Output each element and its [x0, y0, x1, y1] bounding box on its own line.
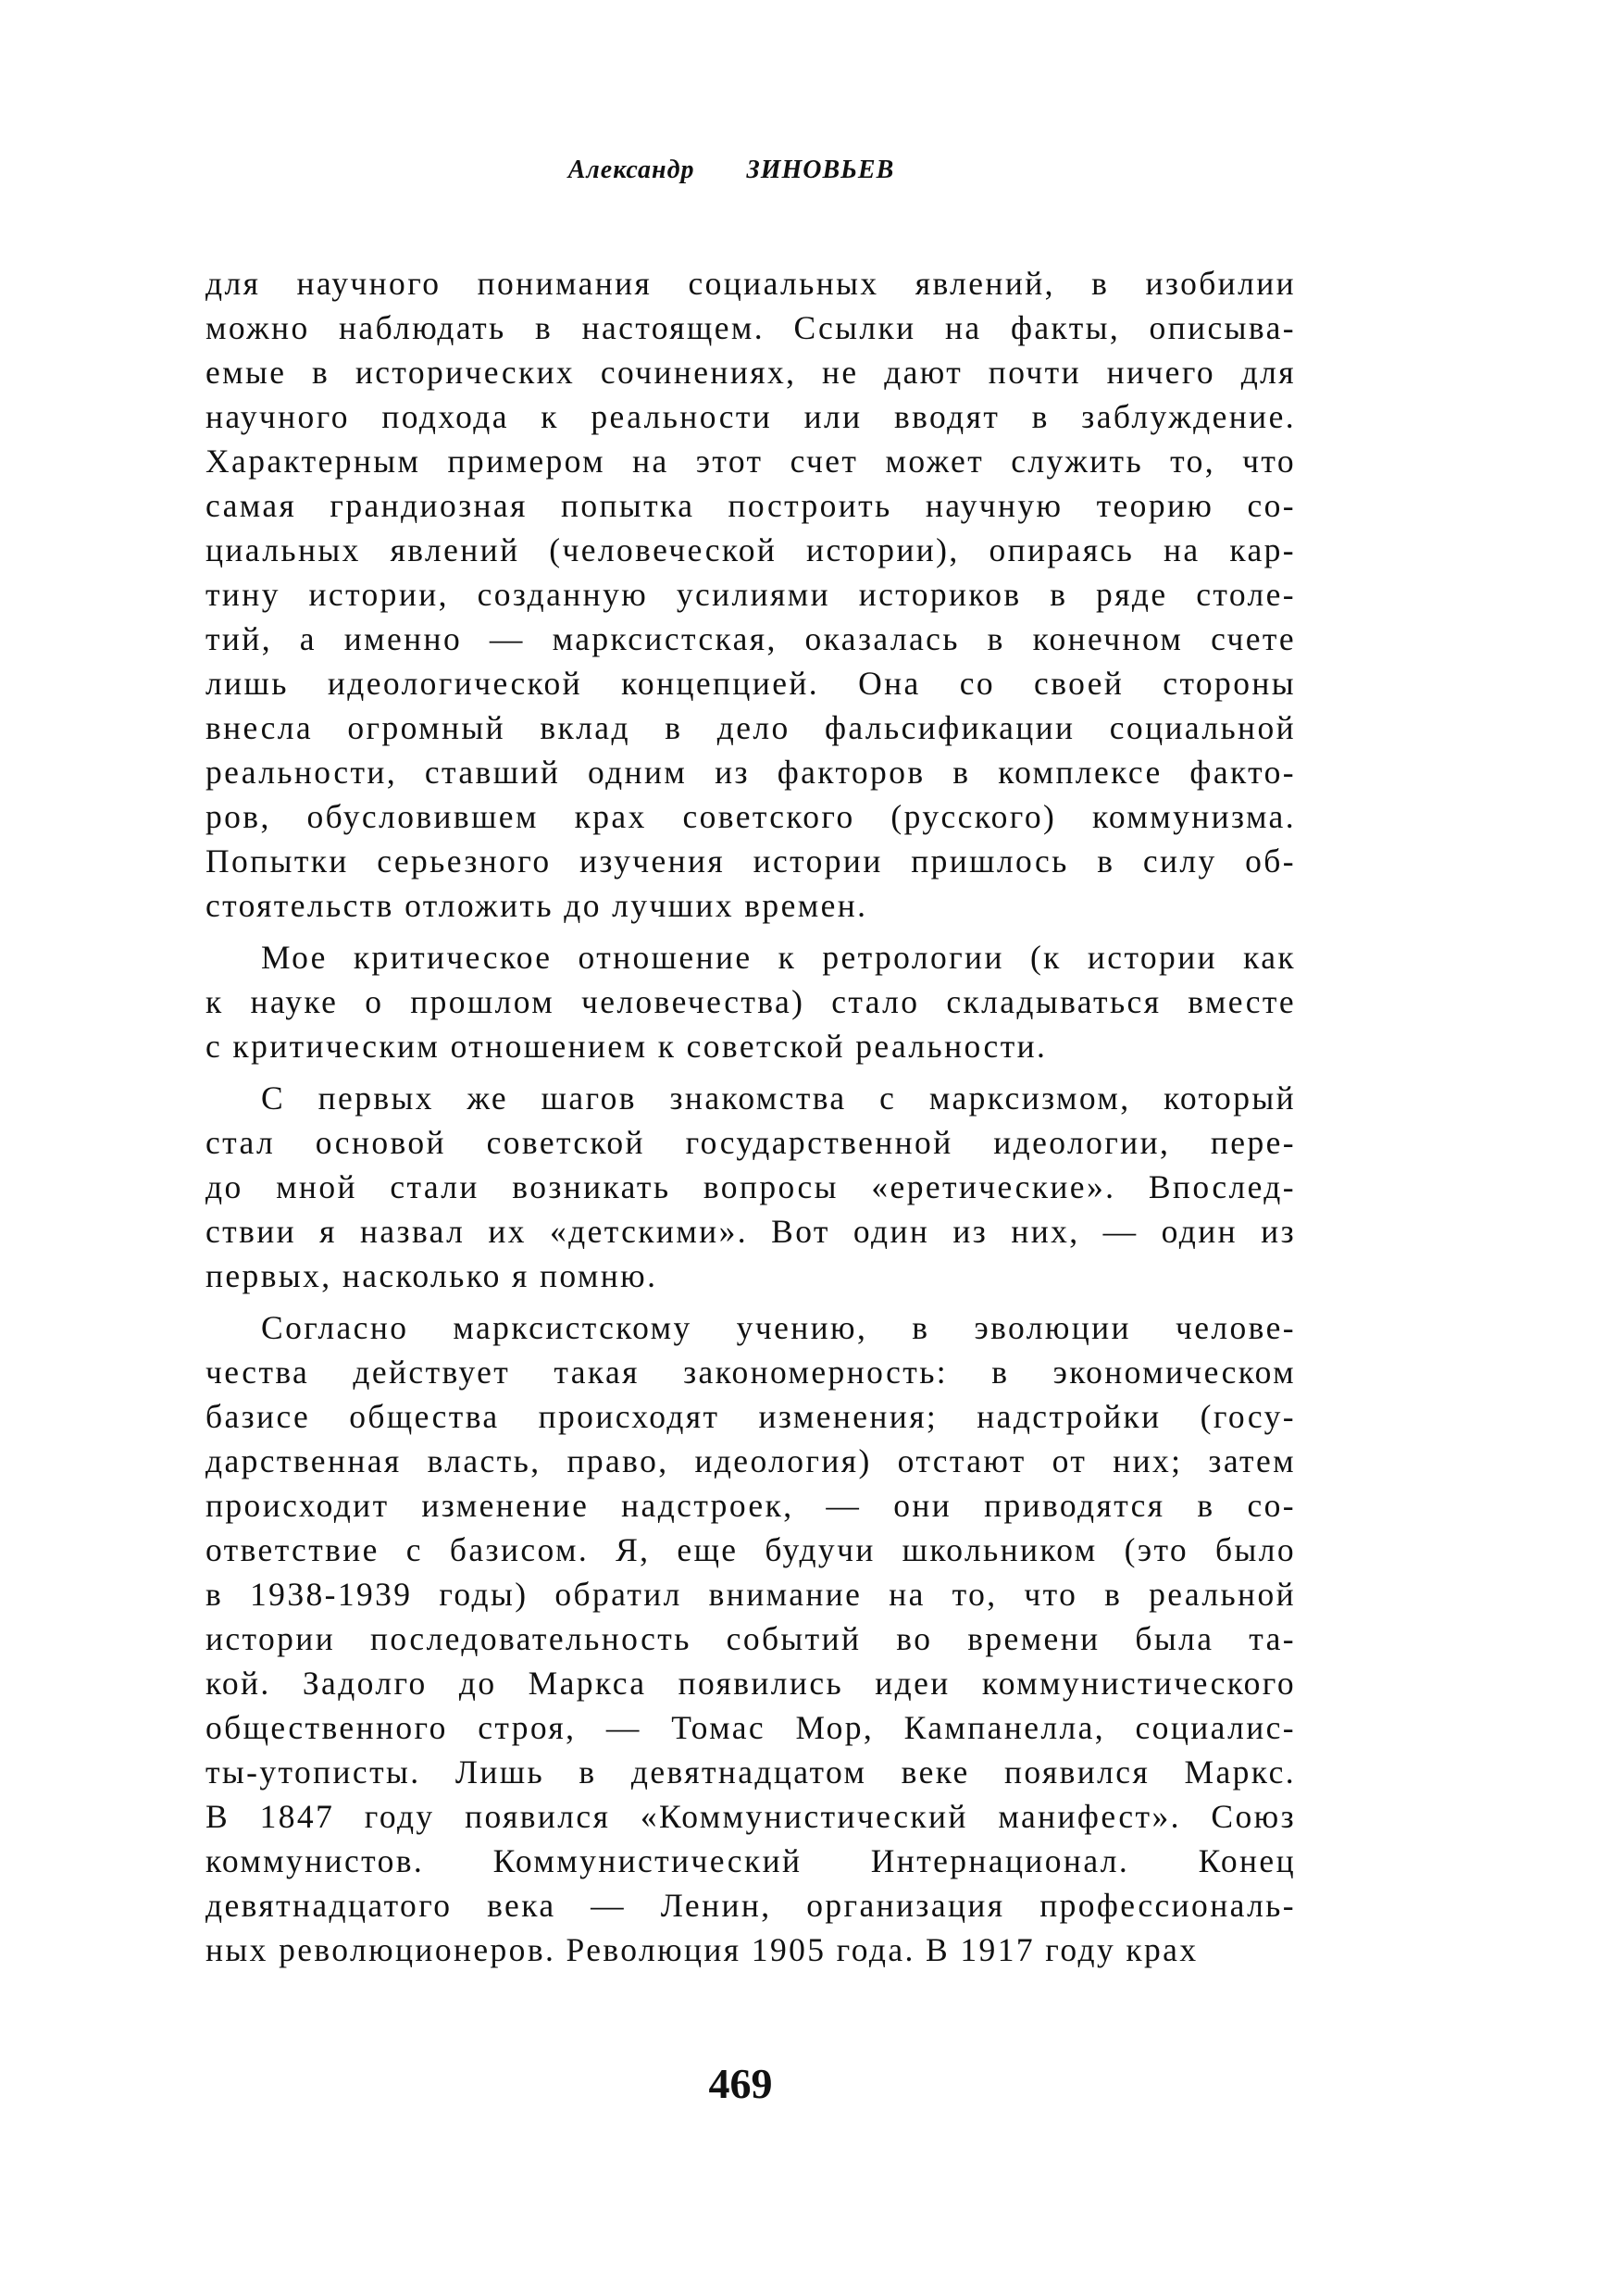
text-line: научного подхода к реальности или вводят в заблуждение.: [205, 398, 1296, 435]
body-text: [205, 261, 1296, 1972]
text-line: истории последовательность событий во времени была та-: [205, 1620, 1296, 1657]
text-line: ствии я назвал их «детскими». Вот один из них, — один из: [205, 1213, 1296, 1250]
page-number: 469: [708, 2060, 773, 2107]
text-line: Характерным примером на этот счет может служить то, что: [205, 443, 1296, 480]
text-line: С первых же шагов знакомства с марксизмом, который: [261, 1079, 1296, 1117]
text-line: кой. Задолго до Маркса появились идеи коммунистического: [205, 1665, 1296, 1702]
text-line: чества действует такая закономерность: в экономическом: [205, 1354, 1296, 1391]
text-line: циальных явлений (человеческой истории), опираясь на кар-: [205, 531, 1296, 568]
text-line: В 1847 году появился «Коммунистический манифест». Союз: [205, 1798, 1296, 1835]
text-line: емые в исторических сочинениях, не дают почти ничего для: [205, 354, 1296, 391]
text-line: девятнадцатого века — Ленин, организация профессиональ-: [205, 1887, 1296, 1924]
author-first-name: Александр: [567, 156, 695, 184]
running-head: [0, 156, 1462, 185]
text-line: можно наблюдать в настоящем. Ссылки на факты, описыва-: [205, 309, 1296, 346]
text-line: в 1938-1939 годы) обратил внимание на то, что в реальной: [205, 1576, 1296, 1613]
text-line: ров, обусловившем крах советского (русского) коммунизма.: [205, 798, 1296, 835]
text-line: до мной стали возникать вопросы «еретические». Впослед-: [205, 1168, 1296, 1205]
text-line: самая грандиозная попытка построить научную теорию со-: [205, 487, 1296, 524]
text-line: Мое критическое отношение к ретрологии (к истории как: [261, 939, 1296, 976]
text-line: происходит изменение надстроек, — они приводятся в со-: [205, 1487, 1296, 1524]
text-line: стоятельств отложить до лучших времен.: [205, 887, 868, 924]
text-line: коммунистов. Коммунистический Интернационал. Конец: [205, 1842, 1296, 1879]
paragraph-1: [205, 261, 1296, 928]
text-line: базисе общества происходят изменения; надстройки (госу-: [205, 1398, 1296, 1435]
text-line: с критическим отношением к советской реальности.: [205, 1028, 1048, 1065]
text-line: Согласно марксистскому учению, в эволюции челове-: [261, 1309, 1296, 1346]
text-line: общественного строя, — Томас Мор, Кампанелла, социалис-: [205, 1709, 1296, 1746]
author-last-name: ЗИНОВЬЕВ: [746, 156, 895, 184]
text-line: первых, насколько я помню.: [205, 1257, 658, 1294]
text-line: ответствие с базисом. Я, еще будучи школьником (это было: [205, 1531, 1296, 1568]
text-line: к науке о прошлом человечества) стало складываться вместе: [205, 983, 1296, 1020]
text-line: внесла огромный вклад в дело фальсификации социальной: [205, 709, 1296, 746]
text-line: стал основой советской государственной идеологии, пере-: [205, 1124, 1296, 1161]
text-line: Попытки серьезного изучения истории пришлось в силу об-: [205, 842, 1296, 880]
text-line: для научного понимания социальных явлений, в изобилии: [205, 265, 1296, 302]
text-line: лишь идеологической концепцией. Она со своей стороны: [205, 665, 1296, 702]
text-line: тий, а именно — марксистская, оказалась в конечном счете: [205, 620, 1296, 657]
paragraph-4: [205, 1305, 1296, 1972]
text-line: ных революционеров. Революция 1905 года. В 1917 году крах: [205, 1931, 1199, 1968]
text-line: тину истории, созданную усилиями историков в ряде столе-: [205, 576, 1296, 613]
paragraph-3: [205, 1076, 1296, 1298]
paragraph-2: [205, 935, 1296, 1068]
text-line: реальности, ставший одним из факторов в комплексе факто-: [205, 754, 1296, 791]
text-line: ты-утописты. Лишь в девятнадцатом веке появился Маркс.: [205, 1753, 1296, 1791]
text-line: дарственная власть, право, идеология) отстают от них; затем: [205, 1442, 1296, 1479]
